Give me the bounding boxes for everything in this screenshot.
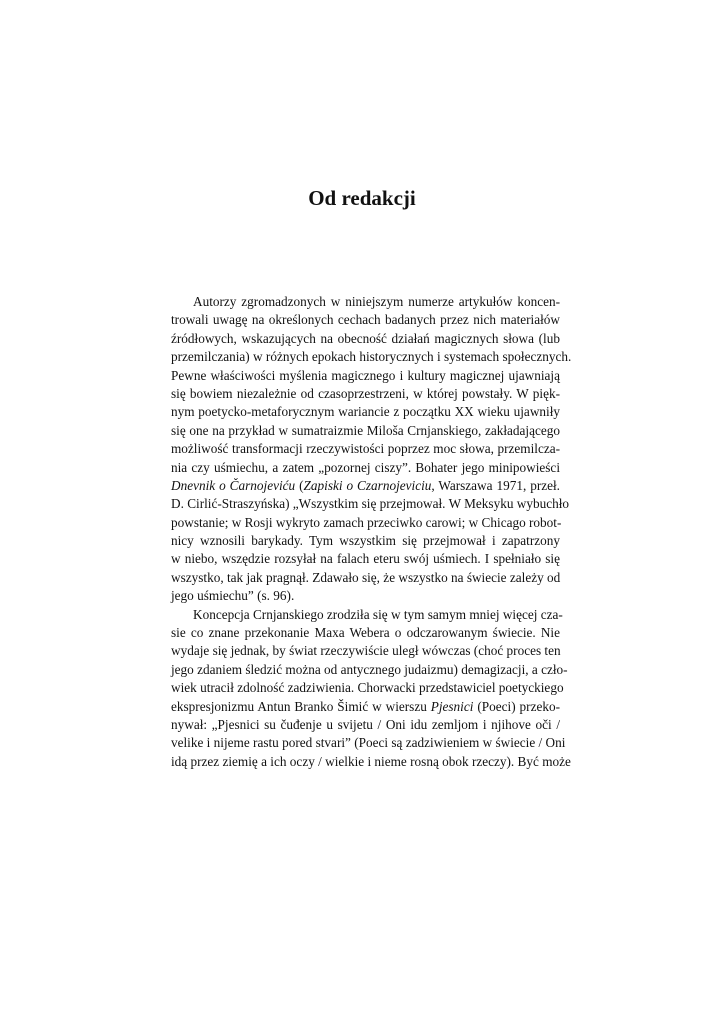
text-line: możliwość transformacji rzeczywistości poprzez moc słowa, przemilcza- bbox=[171, 441, 560, 457]
text-line: wszystko, tak jak pragnął. Zdawało się, że wszystko na świecie zależy od bbox=[171, 569, 561, 585]
text-line: nia czy uśmiechu, a zatem „pozornej ciszy”. Bohater jego minipowieści bbox=[171, 459, 560, 475]
text-line: przemilczania) w różnych epokach historycznych i systemach społecznych. bbox=[171, 349, 572, 365]
text-line: velike i nijeme rastu pored stvari” (Poeci są zadziwieniem w świecie / Oni bbox=[171, 735, 566, 751]
text-line: w niebo, wszędzie rozsyłał na falach eteru swój uśmiech. I spełniało się bbox=[171, 551, 560, 567]
text-line: źródłowych, wskazujących na obecność działań magicznych słowa (lub bbox=[171, 330, 560, 346]
book-title-polish: Zapiski o Czarnojeviciu bbox=[303, 477, 432, 493]
text-line: Dnevnik o Čarnojeviću (Zapiski o Czarnojeviciu, Warszawa 1971, przeł. bbox=[171, 477, 560, 493]
text-line: trowali uwagę na określonych cechach badanych przez nich materiałów bbox=[171, 312, 560, 328]
text-line: nym poetycko-metaforycznym wariancie z początku XX wieku ujawniły bbox=[171, 404, 560, 420]
poem-title: Pjesnici bbox=[430, 698, 474, 714]
text-line: idą przez ziemię a ich oczy / wielkie i nieme rosną obok rzeczy). Być może bbox=[171, 753, 571, 769]
page-title: Od redakcji bbox=[308, 186, 416, 210]
text-line: jego uśmiechu” (s. 96). bbox=[171, 588, 295, 604]
text-line: sie co znane przekonanie Maxa Webera o odczarowanym świecie. Nie bbox=[171, 625, 560, 641]
text-line: powstanie; w Rosji wykryto zamach przeciwko carowi; w Chicago robot- bbox=[171, 514, 562, 530]
book-title-serbian: Dnevnik o Čarnojeviću bbox=[171, 477, 296, 493]
text-line: się bowiem niezależnie od czasoprzestrzeni, w której powstały. W pięk- bbox=[171, 385, 560, 401]
body-text bbox=[171, 293, 572, 771]
text-line: wydaje się jednak, by świat rzeczywiście uległ wówczas (choć proces ten bbox=[171, 643, 561, 659]
text-line: wiek utracił zdolność zadziwienia. Chorwacki przedstawiciel poetyckiego bbox=[171, 680, 564, 696]
text-line: ekspresjonizmu Antun Branko Šimić w wierszu Pjesnici (Poeci) przeko- bbox=[171, 698, 560, 714]
text-line: nywał: „Pjesnici su čuđenje u svijetu / Oni idu zemljom i njihove oči / bbox=[171, 716, 560, 732]
text-line: jego zdaniem śledzić można od antycznego judaizmu) demagizacji, a czło- bbox=[171, 661, 568, 677]
text-line: nicy wznosili barykady. Tym wszystkim się przejmował i zapatrzony bbox=[171, 533, 560, 549]
text-line: Koncepcja Crnjanskiego zrodziła się w tym samym mniej więcej cza- bbox=[193, 606, 563, 622]
text-line: Pewne właściwości myślenia magicznego i kultury magicznej ujawniają bbox=[171, 367, 560, 383]
text-line: się one na przykład w sumatraizmie Miloša Crnjanskiego, zakładającego bbox=[171, 422, 560, 438]
text-line: D. Cirlić-Straszyńska) „Wszystkim się przejmował. W Meksyku wybuchło bbox=[171, 496, 570, 512]
text-line: Autorzy zgromadzonych w niniejszym numerze artykułów koncen- bbox=[193, 294, 560, 309]
